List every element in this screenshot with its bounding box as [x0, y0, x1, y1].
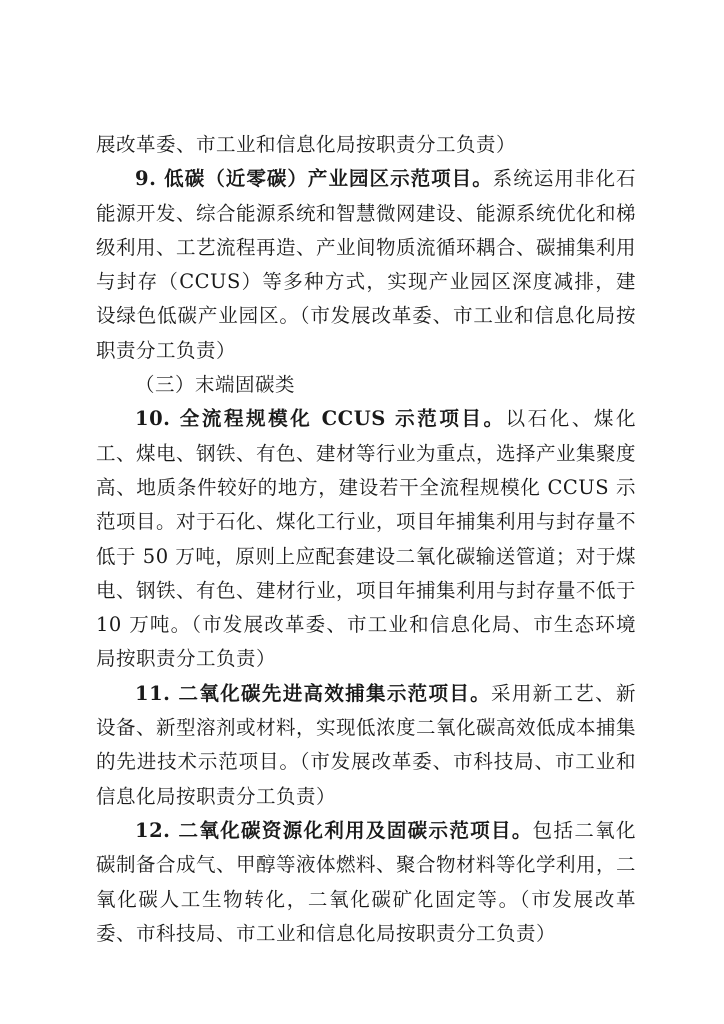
document-body [96, 128, 636, 951]
item-heading: 11. 二氧化碳先进高效捕集示范项目。 [135, 681, 491, 705]
section-title: （三）末端固碳类 [135, 373, 296, 397]
paragraph-body: 系统运用非化石能源开发、综合能源系统和智慧微网建设、能源系统优化和梯级利用、工艺流程再造、产业间物质流循环耦合、碳捕集利用与封存（CCUS）等多种方式，实现产业园区深度减排，建设绿色低碳产业园区。（市发展改革委、市工业和信息化局按职责分工负责） [96, 167, 637, 362]
paragraph-body: 以石化、煤化工、煤电、钢铁、有色、建材等行业为重点，选择产业集聚度高、地质条件较好的地方，建设若干全流程规模化 CCUS 示范项目。对于石化、煤化工行业，项目年捕集利用与封存量不低于 50 万吨，原则上应配套建设二氧化碳输送管道；对于煤电、钢铁、有色、建材行业，项目年捕集利用与封存量不低于 10 万吨。（市发展改革委、市工业和信息化局、市生态环境局按职责分工负责） [96, 407, 637, 671]
item-heading: 9. 低碳（近零碳）产业园区示范项目。 [135, 167, 493, 191]
item-heading: 10. 全流程规模化 CCUS 示范项目。 [135, 407, 506, 431]
paragraph-item-10 [96, 402, 636, 676]
scan-smudge [110, 930, 170, 940]
paragraph-continuation [96, 128, 636, 162]
paragraph-body: 展改革委、市工业和信息化局按职责分工负责） [96, 133, 517, 156]
section-heading-3 [96, 368, 636, 402]
paragraph-item-12 [96, 814, 636, 951]
paragraph-body: 包括二氧化碳制备合成气、甲醇等液体燃料、聚合物材料等化学利用，二氧化碳人工生物转化，二氧化碳矿化固定等。（市发展改革委、市科技局、市工业和信息化局按职责分工负责） [96, 818, 637, 945]
paragraph-item-11 [96, 677, 636, 814]
item-heading: 12. 二氧化碳资源化利用及固碳示范项目。 [135, 818, 533, 842]
paragraph-body: 采用新工艺、新设备、新型溶剂或材料，实现低浓度二氧化碳高效低成本捕集的先进技术示范项目。（市发展改革委、市科技局、市工业和信息化局按职责分工负责） [96, 681, 637, 808]
paragraph-item-9 [96, 162, 636, 368]
